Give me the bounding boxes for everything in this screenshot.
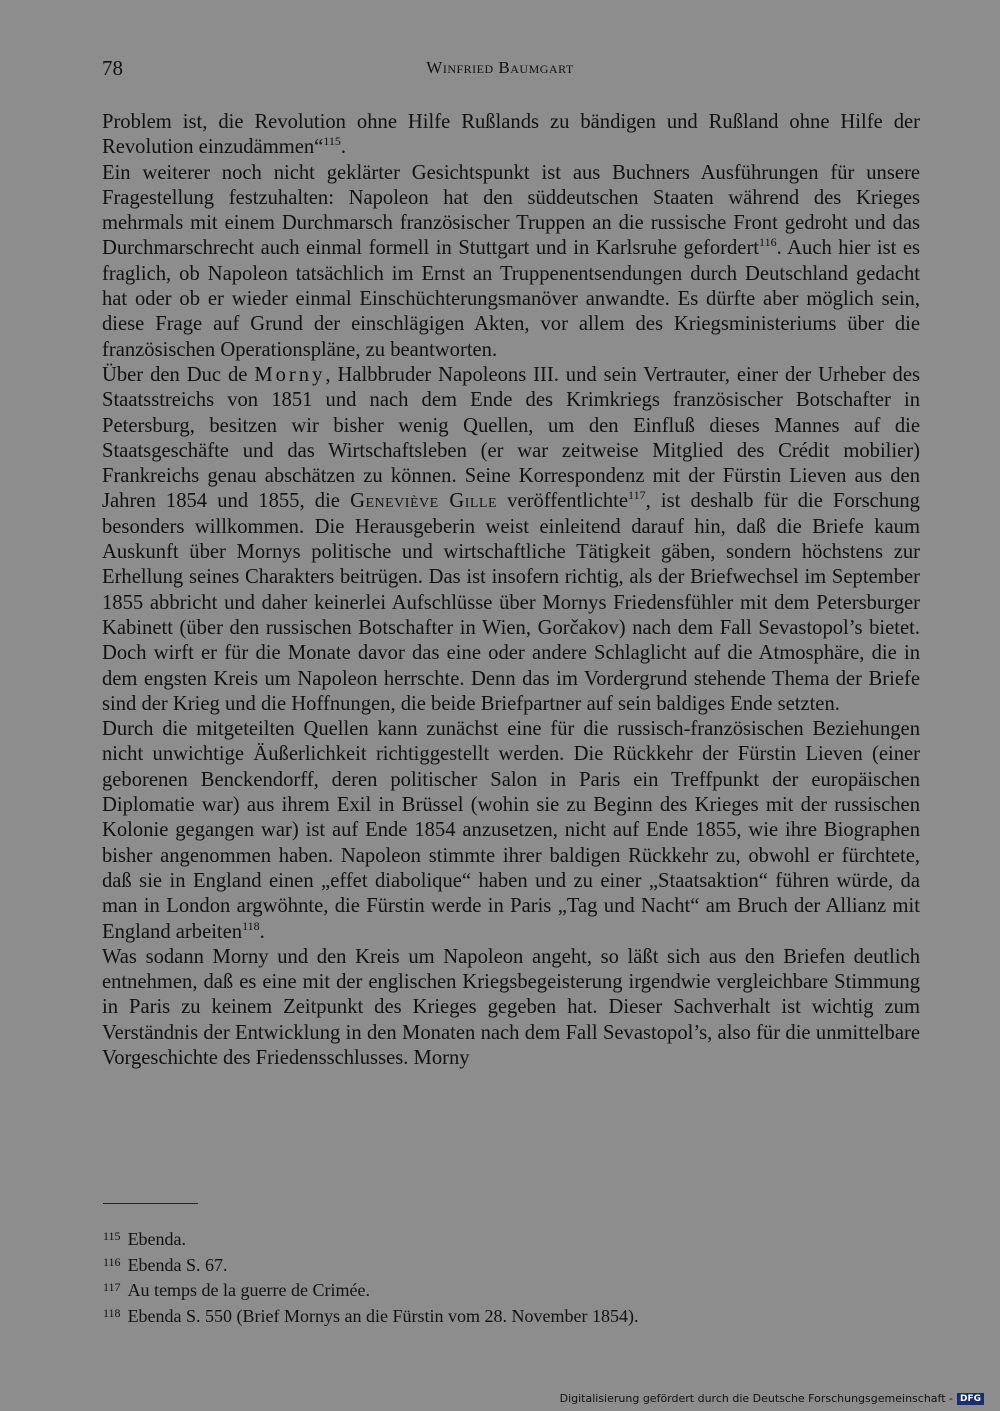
paragraph-3-text-b: , Halbbruder Napoleons III. und sein Vertrauter, einer der Urheber des Staatsstreichs von 1851 und nach dem Ende des Krimkriegs französischer Botschafter in Petersburg, besitzen wir bisher wenig Quellen, um den Einfluß dieses Mannes auf die Staatsgeschäfte und das Wirtschaftsleben (er war zeitweise Mitglied des Crédit mobilier) Frankreichs genau abschätzen zu können. Seine Korrespondenz mit der Fürstin Lieven aus den Jahren 1854 und 1855, die xyxy=(102,363,920,513)
footnote-ref-117: 117 xyxy=(628,488,646,503)
paragraph-2 xyxy=(102,161,920,363)
footnote-118 xyxy=(103,1302,639,1328)
footnote-separator xyxy=(103,1203,198,1204)
paragraph-1 xyxy=(102,110,920,161)
paragraph-4 xyxy=(102,717,920,945)
author-name: Geneviève Gille xyxy=(350,490,498,513)
paragraph-4-end: . xyxy=(259,920,265,943)
paragraph-5 xyxy=(102,945,920,1071)
footnote-ref-115: 115 xyxy=(323,134,341,149)
footnote-116 xyxy=(103,1251,639,1277)
footnote-text: Ebenda. xyxy=(127,1229,187,1249)
footnote-number: 118 xyxy=(103,1305,121,1320)
footnote-number: 115 xyxy=(103,1229,121,1243)
spaced-name-morny: Morny xyxy=(254,363,326,386)
credit-text: Digitalisierung gefördert durch die Deutsche Forschungsgemeinschaft - xyxy=(559,1392,953,1405)
page-number: 78 xyxy=(102,56,123,80)
footnote-number: 117 xyxy=(103,1280,121,1294)
footnote-115 xyxy=(103,1225,639,1251)
paragraph-2-text-a: Ein weiterer noch nicht geklärter Gesichtspunkt ist aus Buchners Ausführungen für unsere Fragestellung festzuhalten: Napoleon hat den süddeutschen Staaten während des Krieges mehrmals mit einem Durchmarsch französischer Truppen an die russische Front gedroht und das Durchmarschrecht auch einmal formell in Stuttgart und in Karlsruhe gefordert xyxy=(102,161,920,260)
footnote-number: 116 xyxy=(103,1254,121,1269)
footnote-ref-118: 118 xyxy=(242,918,260,933)
paragraph-1-end: . xyxy=(340,136,347,159)
footnote-text: Ebenda S. 550 (Brief Mornys an die Fürstin vom 28. November 1854). xyxy=(127,1305,639,1326)
footnote-117 xyxy=(103,1276,639,1302)
paragraph-2-text-b: . Auch hier ist es fraglich, ob Napoleon tatsächlich im Ernst an Truppenentsendungen durch Deutschland gedacht hat oder ob er wieder einmal Einschüchterungsmanöver anwandte. Es dürfte aber möglich sein, diese Frage auf Grund der einschlägigen Akten, vor allem des Kriegsministeriums über die französischen Operationspläne, zu beantworten. xyxy=(102,237,921,361)
paragraph-3 xyxy=(102,363,920,717)
paragraph-3-text-a: Über den Duc de xyxy=(102,363,255,386)
footnote-ref-116: 116 xyxy=(759,235,777,250)
paragraph-3-text-c: veröffentlichte xyxy=(497,490,629,513)
footnote-text: Ebenda S. 67. xyxy=(127,1254,228,1275)
dfg-logo: DFG xyxy=(957,1393,984,1405)
footnotes xyxy=(103,1225,639,1327)
paragraph-3-text-d: , ist deshalb für die Forschung besonders willkommen. Die Herausgeberin weist einleitend darauf hin, daß die Briefe kaum Auskunft über Mornys politische und wirtschaftliche Tätigkeit gäben, sondern höchstens zur Erhellung seines Charakters beitrügen. Das ist insofern richtig, als der Briefwechsel im September 1855 abbricht und daher keinerlei Aufschlüsse über Mornys Friedensfühler mit dem Petersburger Kabinett (über den russischen Botschafter in Wien, Gorčakov) nach dem Fall Sevastopol’s bietet. Doch wirft er für die Monate davor das eine oder andere Schlaglicht auf die Atmosphäre, die in dem engsten Kreis um Napoleon herrschte. Denn das im Vordergrund stehende Thema der Briefe sind der Krieg und die Hoffnungen, die beide Briefpartner auf sein baldiges Ende setzten. xyxy=(102,490,920,715)
digitization-credit xyxy=(560,1392,984,1405)
paragraph-5-text: Was sodann Morny und den Kreis um Napoleon angeht, so läßt sich aus den Briefen deutlich entnehmen, daß es eine mit der englischen Kriegsbegeisterung irgendwie vergleichbare Stimmung in Paris zu keinem Zeitpunkt des Krieges gegeben hat. Dieser Sachverhalt ist wichtig zum Verständnis der Entwicklung in den Monaten nach dem Fall Sevastopol’s, also für die unmittelbare Vorgeschichte des Friedensschlusses. Morny xyxy=(102,945,920,1069)
paragraph-1-text: Problem ist, die Revolution ohne Hilfe Rußlands zu bändigen und Rußland ohne Hilfe der Revolution einzudämmen“ xyxy=(102,111,920,159)
paragraph-4-text: Durch die mitgeteilten Quellen kann zunächst eine für die russisch-französischen Beziehungen nicht unwichtige Äußerlichkeit richtiggestellt werden. Die Rückkehr der Fürstin Lieven (einer geborenen Benckendorff, deren politischer Salon in Paris ein Treffpunkt der europäischen Diplomatie war) aus ihrem Exil in Brüssel (wohin sie zu Beginn des Krieges mit der russischen Kolonie gegangen war) ist auf Ende 1854 anzusetzen, nicht auf Ende 1855, wie ihre Biographen bisher angenommen haben. Napoleon stimmte ihrer baldigen Rückkehr zu, obwohl er fürchtete, daß sie in England einen „effet diabolique“ haben und zu einer „Staatsaktion“ führen würde, da man in London argwöhnte, die Fürstin werde in Paris „Tag und Nacht“ am Bruch der Allianz mit England arbeiten xyxy=(102,718,920,943)
running-head: Winfried Baumgart xyxy=(426,58,574,77)
body-text xyxy=(102,110,920,1071)
footnote-text: Au temps de la guerre de Crimée. xyxy=(127,1280,370,1300)
